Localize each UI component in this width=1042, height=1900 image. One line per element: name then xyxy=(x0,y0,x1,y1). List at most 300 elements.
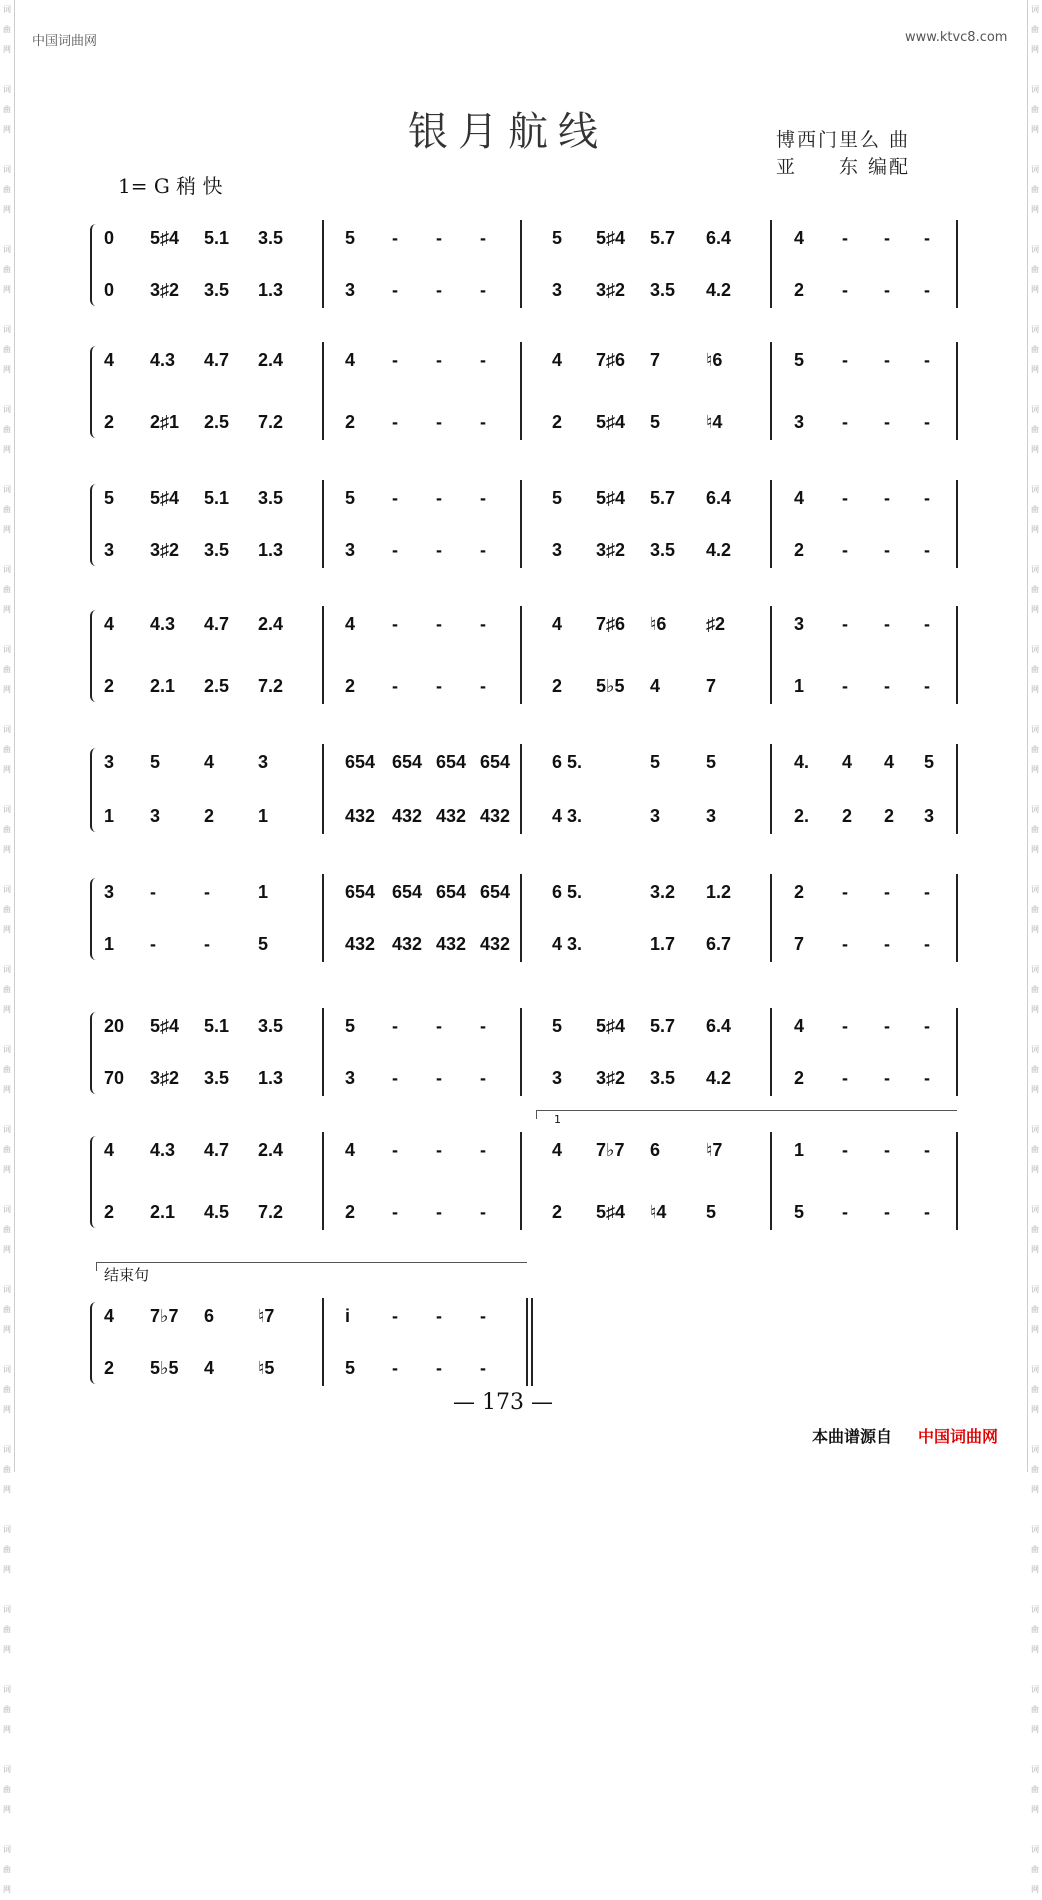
upper-note: 5 xyxy=(650,752,661,772)
lower-note: 7 xyxy=(706,676,717,696)
upper-note: 4 xyxy=(794,1016,805,1036)
upper-note: 3 xyxy=(104,882,115,902)
lower-note: 5♭5 xyxy=(596,676,625,696)
lower-note: 5♯4 xyxy=(596,412,626,432)
barline xyxy=(322,480,324,568)
barline xyxy=(520,744,522,834)
upper-note: 654 xyxy=(392,752,423,772)
lower-note: - xyxy=(924,1202,930,1222)
upper-note: 4 xyxy=(552,614,563,634)
upper-note: 4.7 xyxy=(204,614,230,634)
lower-note: - xyxy=(436,540,442,560)
upper-note: 3 xyxy=(794,614,805,634)
barline xyxy=(520,1008,522,1096)
lower-note: - xyxy=(436,412,442,432)
upper-note: 5 xyxy=(794,350,805,370)
upper-note: - xyxy=(884,350,890,370)
upper-note: 4 xyxy=(842,752,853,772)
lower-note: - xyxy=(924,540,930,560)
upper-note: 654 xyxy=(480,752,511,772)
upper-note: 1 xyxy=(258,882,269,902)
source-prefix: 本曲谱源自 xyxy=(812,1427,893,1446)
barline xyxy=(322,744,324,834)
barline xyxy=(520,480,522,568)
lower-note: 3♯2 xyxy=(596,540,626,560)
upper-note: 5 xyxy=(552,488,563,508)
lower-note: 3.5 xyxy=(204,1068,230,1088)
lower-note: 3.5 xyxy=(204,540,230,560)
lower-note: - xyxy=(884,540,890,560)
volta-bracket xyxy=(536,1110,957,1119)
upper-note: - xyxy=(480,614,486,634)
lower-note: 3.5 xyxy=(650,280,676,300)
upper-note: 4 xyxy=(204,752,215,772)
upper-note: - xyxy=(884,228,890,248)
ending-upper-note: 4 xyxy=(104,1306,115,1326)
lower-note: - xyxy=(392,1202,398,1222)
lower-note: - xyxy=(392,540,398,560)
upper-note: - xyxy=(204,882,210,902)
lower-note: 3 xyxy=(924,806,935,826)
lower-note: - xyxy=(924,934,930,954)
ending-lower-note: 4 xyxy=(204,1358,215,1378)
upper-note: 3.5 xyxy=(258,1016,284,1036)
lower-note: - xyxy=(924,412,930,432)
lower-note: 5 xyxy=(706,1202,717,1222)
upper-note: - xyxy=(924,1140,930,1160)
lower-note: 4.2 xyxy=(706,1068,732,1088)
upper-note: ♮6 xyxy=(650,614,667,634)
ending-lower-note: 2 xyxy=(104,1358,115,1378)
lower-note: - xyxy=(392,676,398,696)
lower-note: 1 xyxy=(794,676,805,696)
final-barline xyxy=(531,1298,533,1386)
upper-note: 3.2 xyxy=(650,882,676,902)
header-site-name: 中国词曲网 xyxy=(32,34,98,49)
lower-note: 1.3 xyxy=(258,1068,284,1088)
upper-note: - xyxy=(480,350,486,370)
barline xyxy=(770,480,772,568)
lower-note: 3 xyxy=(552,540,563,560)
lower-note: 7 xyxy=(794,934,805,954)
upper-note: 1.2 xyxy=(706,882,732,902)
upper-note: 4 xyxy=(552,1140,563,1160)
lower-note: 2.5 xyxy=(204,412,230,432)
lower-note: 2 xyxy=(794,280,805,300)
lower-note: 1 xyxy=(258,806,269,826)
ending-upper-note: 7♭7 xyxy=(150,1306,179,1326)
upper-note: - xyxy=(480,488,486,508)
upper-note: 5.1 xyxy=(204,228,230,248)
lower-note: 2♯1 xyxy=(150,412,180,432)
upper-note: 5♯4 xyxy=(596,488,626,508)
upper-note: 4 xyxy=(884,752,895,772)
upper-note: 5.1 xyxy=(204,1016,230,1036)
upper-note: 5 xyxy=(345,228,356,248)
lower-note: - xyxy=(924,676,930,696)
barline xyxy=(770,744,772,834)
upper-note: 2 xyxy=(794,882,805,902)
lower-note: 6.7 xyxy=(706,934,732,954)
upper-note: 0 xyxy=(104,228,115,248)
upper-note: 4 xyxy=(345,350,356,370)
upper-note: 4.7 xyxy=(204,350,230,370)
lower-note: 3♯2 xyxy=(150,540,180,560)
ending-lower-note: 5♭5 xyxy=(150,1358,179,1378)
page-number: — 173 — xyxy=(453,1390,553,1415)
lower-note: 5♯4 xyxy=(596,1202,626,1222)
lower-note: - xyxy=(884,1202,890,1222)
lower-note: 4 3. xyxy=(552,806,583,826)
lower-note: 3♯2 xyxy=(596,1068,626,1088)
system-brace xyxy=(90,1136,98,1228)
lower-note: - xyxy=(480,412,486,432)
lower-note: - xyxy=(392,1068,398,1088)
ending-upper-note: 6 xyxy=(204,1306,215,1326)
barline xyxy=(322,1008,324,1096)
upper-note: - xyxy=(842,882,848,902)
upper-note: 5 xyxy=(345,488,356,508)
final-barline xyxy=(526,1298,528,1386)
lower-note: - xyxy=(924,280,930,300)
upper-note: 5 xyxy=(924,752,935,772)
lower-note: - xyxy=(884,412,890,432)
lower-note: 3 xyxy=(552,280,563,300)
lower-note: 0 xyxy=(104,280,115,300)
upper-note: - xyxy=(924,882,930,902)
lower-note: - xyxy=(842,280,848,300)
lower-note: 1.3 xyxy=(258,540,284,560)
ending-upper-note: - xyxy=(480,1306,486,1326)
lower-note: 2 xyxy=(345,1202,356,1222)
upper-note: 7♯6 xyxy=(596,350,626,370)
lower-note: - xyxy=(842,540,848,560)
lower-note: 3 xyxy=(345,540,356,560)
barline xyxy=(770,874,772,962)
upper-note: - xyxy=(924,228,930,248)
upper-note: 5.7 xyxy=(650,1016,676,1036)
upper-note: - xyxy=(392,1140,398,1160)
upper-note: 4.3 xyxy=(150,350,176,370)
lower-note: ♮4 xyxy=(706,412,723,432)
upper-note: - xyxy=(924,614,930,634)
upper-note: - xyxy=(392,1016,398,1036)
lower-note: 3 xyxy=(706,806,717,826)
right-watermark-strip: 词 曲 网 词 曲 网 词 曲 网 词 曲 网 词 曲 网 词 曲 网 词 曲 网 词 曲 网 词 曲 网 词 曲 网 词 曲 网 词 曲 网 词 曲 网 词 曲 网 词 曲 网 词 曲 网 词 曲 网 词 曲 网 词 曲 网 词 曲 网 词 曲 网 词 曲 网 词 曲 网 词 曲 网 xyxy=(1027,0,1042,1472)
lower-note: 3.5 xyxy=(204,280,230,300)
barline xyxy=(520,220,522,308)
lower-note: 432 xyxy=(480,806,511,826)
lower-note: 2 xyxy=(552,412,563,432)
lower-note: 432 xyxy=(392,934,423,954)
lower-note: - xyxy=(842,1202,848,1222)
upper-note: - xyxy=(884,488,890,508)
upper-note: 4 xyxy=(104,614,115,634)
lower-note: 432 xyxy=(480,934,511,954)
lower-note: 432 xyxy=(392,806,423,826)
upper-note: 4 xyxy=(345,1140,356,1160)
barline xyxy=(956,480,958,568)
lower-note: 2 xyxy=(794,540,805,560)
upper-note: - xyxy=(436,228,442,248)
lower-note: - xyxy=(884,934,890,954)
barline xyxy=(322,874,324,962)
system-brace xyxy=(90,484,98,566)
upper-note: - xyxy=(842,488,848,508)
upper-note: 5 xyxy=(150,752,161,772)
system-brace xyxy=(90,1302,98,1384)
upper-note: 7♭7 xyxy=(596,1140,625,1160)
ending-lower-note: - xyxy=(480,1358,486,1378)
lower-note: 2. xyxy=(794,806,810,826)
lower-note: - xyxy=(480,540,486,560)
lower-note: - xyxy=(884,676,890,696)
lower-note: 4 3. xyxy=(552,934,583,954)
upper-note: 3.5 xyxy=(258,228,284,248)
upper-note: - xyxy=(924,488,930,508)
upper-note: - xyxy=(150,882,156,902)
lower-note: - xyxy=(436,676,442,696)
lower-note: - xyxy=(436,280,442,300)
upper-note: 3 xyxy=(258,752,269,772)
lower-note: - xyxy=(436,1202,442,1222)
upper-note: 4.3 xyxy=(150,1140,176,1160)
lower-note: 3 xyxy=(650,806,661,826)
left-watermark-strip: 词 曲 网 词 曲 网 词 曲 网 词 曲 网 词 曲 网 词 曲 网 词 曲 网 词 曲 网 词 曲 网 词 曲 网 词 曲 网 词 曲 网 词 曲 网 词 曲 网 词 曲 网 词 曲 网 词 曲 网 词 曲 网 词 曲 网 词 曲 网 词 曲 网 词 曲 网 词 曲 网 词 曲 网 xyxy=(0,0,15,1472)
lower-note: ♮4 xyxy=(650,1202,667,1222)
lower-note: - xyxy=(842,934,848,954)
upper-note: 5.7 xyxy=(650,228,676,248)
lower-note: 432 xyxy=(345,806,376,826)
lower-note: 5 xyxy=(650,412,661,432)
upper-note: 4 xyxy=(794,488,805,508)
upper-note: 2.4 xyxy=(258,1140,284,1160)
lower-note: 3 xyxy=(104,540,115,560)
upper-note: 4.3 xyxy=(150,614,176,634)
upper-note: 20 xyxy=(104,1016,125,1036)
lower-note: 1 xyxy=(104,934,115,954)
lower-note: - xyxy=(842,676,848,696)
barline xyxy=(956,1132,958,1230)
upper-note: - xyxy=(842,614,848,634)
arranger-credit: 亚 东 编配 xyxy=(776,156,911,178)
barline xyxy=(770,1008,772,1096)
barline xyxy=(520,342,522,440)
lower-note: 2.5 xyxy=(204,676,230,696)
upper-note: 6 5. xyxy=(552,752,583,772)
system-brace xyxy=(90,610,98,702)
upper-note: 6.4 xyxy=(706,228,732,248)
barline xyxy=(322,220,324,308)
lower-note: 432 xyxy=(436,806,467,826)
lower-note: 3 xyxy=(150,806,161,826)
source-site: 中国词曲网 xyxy=(918,1427,999,1446)
lower-note: - xyxy=(480,1068,486,1088)
upper-note: 4 xyxy=(552,350,563,370)
ending-lower-note: - xyxy=(392,1358,398,1378)
upper-note: 654 xyxy=(436,882,467,902)
lower-note: 2 xyxy=(104,676,115,696)
upper-note: 5.1 xyxy=(204,488,230,508)
lower-note: 70 xyxy=(104,1068,125,1088)
lower-note: 5 xyxy=(258,934,269,954)
upper-note: ♮7 xyxy=(706,1140,723,1160)
lower-note: 2.1 xyxy=(150,1202,176,1222)
lower-note: - xyxy=(480,1202,486,1222)
upper-note: 5♯4 xyxy=(150,1016,180,1036)
upper-note: - xyxy=(392,488,398,508)
lower-note: 7.2 xyxy=(258,412,284,432)
upper-note: - xyxy=(884,1016,890,1036)
lower-note: 3.5 xyxy=(650,1068,676,1088)
upper-note: - xyxy=(884,614,890,634)
lower-note: 2.1 xyxy=(150,676,176,696)
system-brace xyxy=(90,346,98,438)
upper-note: - xyxy=(392,228,398,248)
system-brace xyxy=(90,1012,98,1094)
barline xyxy=(956,874,958,962)
volta-number: 1 xyxy=(554,1113,561,1126)
lower-note: 5 xyxy=(794,1202,805,1222)
lower-note: 3.5 xyxy=(650,540,676,560)
lower-note: 2 xyxy=(794,1068,805,1088)
composer-credit: 博西门里么 曲 xyxy=(776,129,911,151)
ending-lower-note: - xyxy=(436,1358,442,1378)
system-brace xyxy=(90,878,98,960)
header-url: www.ktvc8.com xyxy=(905,30,1008,45)
barline xyxy=(956,744,958,834)
upper-note: - xyxy=(884,882,890,902)
lower-note: - xyxy=(392,412,398,432)
lower-note: 2 xyxy=(842,806,853,826)
upper-note: - xyxy=(842,1140,848,1160)
lower-note: 4.5 xyxy=(204,1202,230,1222)
upper-note: 654 xyxy=(392,882,423,902)
upper-note: 5♯4 xyxy=(596,1016,626,1036)
lower-note: - xyxy=(884,280,890,300)
key-signature: 1= G 稍 快 xyxy=(118,174,223,198)
system-brace xyxy=(90,748,98,832)
upper-note: 5♯4 xyxy=(150,228,180,248)
upper-note: 6.4 xyxy=(706,1016,732,1036)
upper-note: 1 xyxy=(794,1140,805,1160)
upper-note: 4 xyxy=(794,228,805,248)
upper-note: - xyxy=(436,488,442,508)
lower-note: - xyxy=(842,412,848,432)
lower-note: - xyxy=(480,676,486,696)
upper-note: - xyxy=(436,350,442,370)
upper-note: 5.7 xyxy=(650,488,676,508)
lower-note: 4.2 xyxy=(706,540,732,560)
lower-note: 2 xyxy=(104,1202,115,1222)
upper-note: 2.4 xyxy=(258,614,284,634)
ending-upper-note: - xyxy=(436,1306,442,1326)
upper-note: 4 xyxy=(104,350,115,370)
system-brace xyxy=(90,224,98,306)
barline xyxy=(322,606,324,704)
ending-label: 结束句 xyxy=(104,1266,150,1284)
upper-note: 4 xyxy=(345,614,356,634)
barline xyxy=(770,1132,772,1230)
upper-note: 3.5 xyxy=(258,488,284,508)
upper-note: 5♯4 xyxy=(596,228,626,248)
lower-note: 3 xyxy=(552,1068,563,1088)
barline xyxy=(322,342,324,440)
upper-note: - xyxy=(480,228,486,248)
lower-note: 4 xyxy=(650,676,661,696)
upper-note: 4.7 xyxy=(204,1140,230,1160)
lower-note: - xyxy=(392,280,398,300)
barline xyxy=(520,874,522,962)
upper-note: 654 xyxy=(480,882,511,902)
barline xyxy=(956,220,958,308)
upper-note: 654 xyxy=(345,882,376,902)
upper-note: - xyxy=(924,350,930,370)
upper-note: - xyxy=(392,614,398,634)
ending-upper-note: ♮7 xyxy=(258,1306,275,1326)
lower-note: 1.3 xyxy=(258,280,284,300)
upper-note: 654 xyxy=(436,752,467,772)
lower-note: - xyxy=(204,934,210,954)
barline xyxy=(770,342,772,440)
ending-upper-note: i xyxy=(345,1306,351,1326)
ending-lower-note: 5 xyxy=(345,1358,356,1378)
lower-note: 4.2 xyxy=(706,280,732,300)
upper-note: - xyxy=(842,350,848,370)
lower-note: 3♯2 xyxy=(596,280,626,300)
lower-note: 1 xyxy=(104,806,115,826)
lower-note: 3♯2 xyxy=(150,280,180,300)
lower-note: 2 xyxy=(345,412,356,432)
lower-note: 2 xyxy=(552,1202,563,1222)
upper-note: ♮6 xyxy=(706,350,723,370)
barline xyxy=(322,1298,324,1386)
upper-note: 5 xyxy=(552,228,563,248)
ending-lower-note: ♮5 xyxy=(258,1358,275,1378)
upper-note: 4 xyxy=(104,1140,115,1160)
barline xyxy=(956,606,958,704)
lower-note: 1.7 xyxy=(650,934,676,954)
lower-note: - xyxy=(924,1068,930,1088)
barline xyxy=(520,606,522,704)
upper-note: 7 xyxy=(650,350,661,370)
lower-note: 2 xyxy=(552,676,563,696)
lower-note: 2 xyxy=(884,806,895,826)
upper-note: 2.4 xyxy=(258,350,284,370)
lower-note: - xyxy=(150,934,156,954)
barline xyxy=(520,1132,522,1230)
upper-note: 5 xyxy=(706,752,717,772)
ending-bracket xyxy=(96,1262,527,1271)
upper-note: 6 xyxy=(650,1140,661,1160)
upper-note: 5 xyxy=(552,1016,563,1036)
lower-note: - xyxy=(436,1068,442,1088)
lower-note: 3 xyxy=(345,1068,356,1088)
upper-note: 7♯6 xyxy=(596,614,626,634)
lower-note: - xyxy=(480,280,486,300)
upper-note: - xyxy=(884,1140,890,1160)
upper-note: - xyxy=(480,1140,486,1160)
upper-note: - xyxy=(480,1016,486,1036)
barline xyxy=(770,220,772,308)
lower-note: 7.2 xyxy=(258,1202,284,1222)
lower-note: 7.2 xyxy=(258,676,284,696)
upper-note: - xyxy=(436,1140,442,1160)
ending-upper-note: - xyxy=(392,1306,398,1326)
barline xyxy=(956,342,958,440)
upper-note: - xyxy=(436,614,442,634)
upper-note: - xyxy=(842,1016,848,1036)
